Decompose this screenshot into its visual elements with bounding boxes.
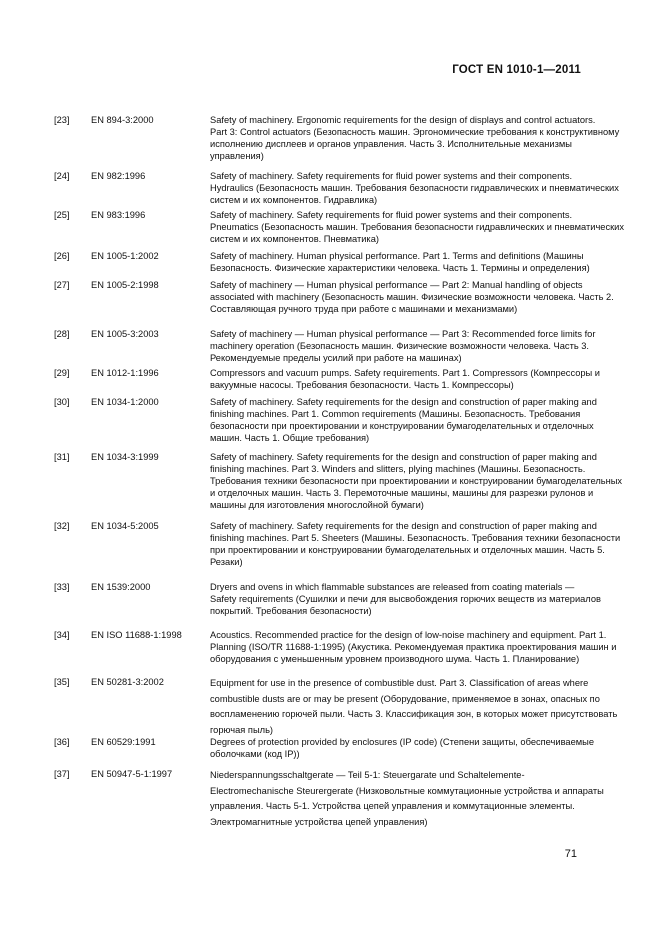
reference-title bbox=[210, 451, 623, 511]
reference-number: [35] bbox=[54, 677, 70, 687]
reference-standard-code: EN 1005-3:2003 bbox=[91, 329, 159, 339]
reference-title-line: Compressors and vacuum pumps. Safety requirements. Part 1. Compressors (Компрессоры и bbox=[210, 368, 601, 378]
reference-standard-code: EN 894-3:2000 bbox=[91, 115, 154, 125]
reference-title-line: finishing machines. Part 1. Common requirements (Машины. Безопасность. Требования bbox=[210, 409, 581, 420]
reference-title-line: Equipment for use in the presence of combustible dust. Part 3. Classification of areas where bbox=[210, 678, 589, 688]
reference-title-line: Electromechanische Steurergerate (Низковольтные коммутационные устройства и аппараты bbox=[210, 785, 604, 796]
reference-title bbox=[210, 629, 617, 665]
reference-standard-code: EN 983:1996 bbox=[91, 210, 146, 220]
reference-title-line: исполнению дисплеев и органов управления. Часть 3. Исполнительные механизмы bbox=[210, 139, 572, 150]
reference-title bbox=[210, 520, 621, 568]
reference-title-line: воспламенению горючей пыли. Часть 3. Классификация зон, в которых может присутствовать bbox=[210, 709, 618, 720]
reference-title bbox=[210, 367, 601, 391]
reference-title-line: Safety of machinery. Safety requirements for fluid power systems and their components. bbox=[210, 171, 573, 181]
reference-number: [30] bbox=[54, 397, 70, 407]
reference-title-line: Резаки) bbox=[210, 557, 243, 568]
reference-title-line: associated with machinery (Безопасность машин. Физические возможности человека. Часть 2. bbox=[210, 292, 614, 303]
reference-title-line: finishing machines. Part 5. Sheeters (Машины. Безопасность. Требования техники безопасности bbox=[210, 533, 621, 544]
reference-title-line: управления) bbox=[210, 151, 264, 162]
reference-title-line: систем и их компонентов. Пневматика) bbox=[210, 234, 379, 245]
reference-title-line: Составляющая ручного труда при работе с машинами и механизмами) bbox=[210, 304, 518, 315]
reference-standard-code: EN 982:1996 bbox=[91, 171, 146, 181]
reference-title-line: безопасности при проектировании и конструировании бумагоделательных и отделочных bbox=[210, 421, 594, 432]
reference-title bbox=[210, 581, 601, 617]
reference-title bbox=[210, 250, 590, 274]
reference-number: [25] bbox=[54, 210, 70, 220]
reference-title-line: оборудования с уменьшенным уровнем производного шума. Часть 1. Планирование) bbox=[210, 654, 580, 665]
reference-title-line: Safety of machinery. Safety requirements for the design and construction of paper making and bbox=[210, 521, 597, 531]
reference-standard-code: EN 50947-5-1:1997 bbox=[91, 769, 173, 779]
reference-number: [27] bbox=[54, 280, 70, 290]
reference-title-line: машин. Часть 1. Общие требования) bbox=[210, 433, 370, 444]
reference-title-line: Безопасность. Физические характеристики человека. Часть 1. Термины и определения) bbox=[210, 263, 590, 274]
reference-standard-code: EN 1539:2000 bbox=[91, 582, 151, 592]
reference-title-line: и отделочных машин. Часть 3. Перемоточные машины, машины для разрезки рулонов и bbox=[210, 488, 594, 499]
reference-standard-code: EN 50281-3:2002 bbox=[91, 677, 164, 687]
page-number: 71 bbox=[564, 848, 577, 860]
reference-standard-code: EN ISO 11688-1:1998 bbox=[91, 630, 182, 640]
reference-number: [23] bbox=[54, 115, 70, 125]
reference-title bbox=[210, 114, 620, 162]
reference-title-line: Safety of machinery. Ergonomic requirements for the design of displays and control actuators. bbox=[210, 115, 596, 125]
reference-number: [34] bbox=[54, 630, 70, 640]
reference-title-line: горючая пыль) bbox=[210, 724, 274, 735]
reference-standard-code: EN 1005-2:1998 bbox=[91, 280, 159, 290]
reference-title-line: систем и их компонентов. Гидравлика) bbox=[210, 195, 378, 206]
reference-number: [33] bbox=[54, 582, 70, 592]
reference-title-line: Degrees of protection provided by enclosures (IP code) (Степени защиты, обеспечиваемые bbox=[210, 737, 594, 747]
reference-number: [32] bbox=[54, 521, 70, 531]
reference-number: [37] bbox=[54, 769, 70, 779]
reference-title-line: вакуумные насосы. Требования безопасности. Часть 1. Компрессоры) bbox=[210, 380, 514, 391]
reference-title-line: Niederspannungsschaltgerate — Teil 5-1: Steuergarate und Schaltelemente- bbox=[210, 770, 525, 780]
reference-title-line: оболочками (код IP)) bbox=[210, 749, 300, 760]
reference-title bbox=[210, 768, 604, 830]
reference-title-line: Safety of machinery. Human physical performance. Part 1. Terms and definitions (Машины bbox=[210, 251, 584, 261]
reference-title-line: Acoustics. Recommended practice for the design of low-noise machinery and equipment. Part 1. bbox=[210, 630, 607, 640]
reference-title-line: Planning (ISO/TR 11688-1:1995) (Акустика. Рекомендуемая практика проектирования машин и bbox=[210, 642, 617, 653]
reference-title-line: Pneumatics (Безопасность машин. Требования безопасности гидравлических и пневматических bbox=[210, 222, 625, 233]
reference-title-line: Электромагнитные устройства цепей управления) bbox=[210, 816, 428, 827]
reference-standard-code: EN 60529:1991 bbox=[91, 737, 156, 747]
reference-title-line: управления. Часть 5-1. Устройства цепей управления и коммутационные элементы. bbox=[210, 801, 575, 812]
reference-title-line: машины для изготовления многослойной бумаги) bbox=[210, 500, 424, 511]
reference-title-line: Part 3: Control actuators (Безопасность машин. Эргономические требования к конструктивному bbox=[210, 127, 620, 138]
reference-standard-code: EN 1034-5:2005 bbox=[91, 521, 159, 531]
reference-title-line: Safety of machinery — Human physical performance — Part 2: Manual handling of objects bbox=[210, 280, 583, 290]
reference-number: [24] bbox=[54, 171, 70, 181]
reference-title-line: покрытий. Требования безопасности) bbox=[210, 606, 372, 617]
reference-title bbox=[210, 328, 596, 364]
reference-title bbox=[210, 279, 614, 315]
reference-title bbox=[210, 396, 597, 444]
reference-number: [31] bbox=[54, 452, 70, 462]
reference-title-line: Рекомендуемые пределы усилий при работе на машинах) bbox=[210, 353, 462, 364]
reference-standard-code: EN 1034-1:2000 bbox=[91, 397, 159, 407]
reference-title-line: Dryers and ovens in which flammable substances are released from coating materials — bbox=[210, 582, 575, 592]
reference-title-line: Требования техники безопасности при проектировании и конструировании бумагоделательных bbox=[210, 476, 623, 487]
reference-title bbox=[210, 736, 594, 760]
reference-title bbox=[210, 676, 618, 738]
reference-title bbox=[210, 170, 619, 206]
reference-title-line: Safety of machinery — Human physical performance — Part 3: Recommended force limits for bbox=[210, 329, 596, 339]
reference-number: [29] bbox=[54, 368, 70, 378]
reference-title-line: Safety of machinery. Safety requirements for the design and construction of paper making and bbox=[210, 397, 597, 407]
reference-title-line: finishing machines. Part 3. Winders and slitters, plying machines (Машины. Безопасность. bbox=[210, 464, 586, 475]
reference-number: [26] bbox=[54, 251, 70, 261]
reference-standard-code: EN 1034-3:1999 bbox=[91, 452, 159, 462]
reference-title-line: machinery operation (Безопасность машин. Физические возможности человека. Часть 3. bbox=[210, 341, 590, 352]
reference-title-line: Safety requirements (Сушилки и печи для высвобождения горючих веществ из материалов bbox=[210, 594, 601, 605]
reference-title-line: combustible dusts are or may be present (Оборудование, применяемое в зонах, опасных по bbox=[210, 693, 600, 704]
reference-title-line: при проектировании и конструировании бумагоделательных и отделочных машин. Часть 5. bbox=[210, 545, 605, 556]
standard-designation: ГОСТ EN 1010-1—2011 bbox=[452, 64, 581, 76]
reference-title-line: Safety of machinery. Safety requirements for the design and construction of paper making and bbox=[210, 452, 597, 462]
reference-number: [36] bbox=[54, 737, 70, 747]
reference-title-line: Safety of machinery. Safety requirements for fluid power systems and their components. bbox=[210, 210, 573, 220]
reference-title bbox=[210, 209, 625, 245]
reference-title-line: Hydraulics (Безопасность машин. Требования безопасности гидравлических и пневматических bbox=[210, 183, 619, 194]
reference-standard-code: EN 1012-1:1996 bbox=[91, 368, 159, 378]
reference-number: [28] bbox=[54, 329, 70, 339]
reference-standard-code: EN 1005-1:2002 bbox=[91, 251, 159, 261]
